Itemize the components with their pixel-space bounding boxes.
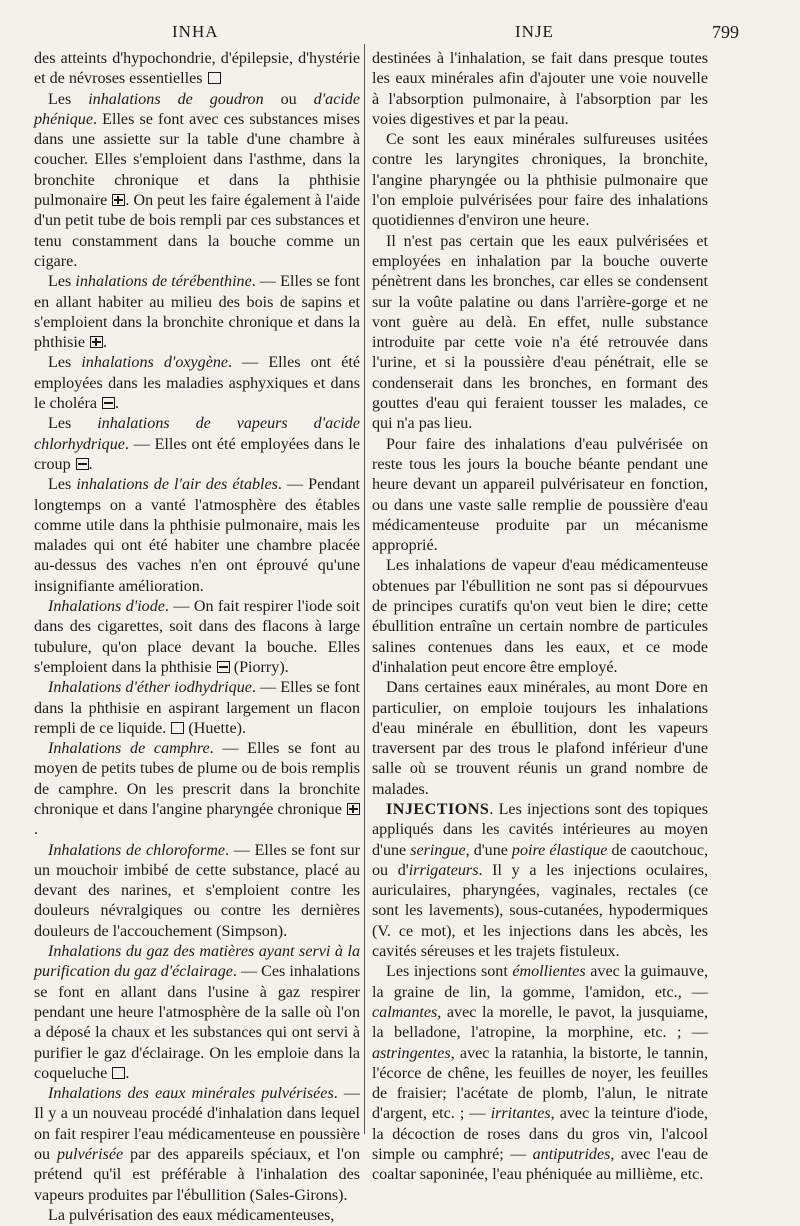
square-box-icon: [208, 72, 221, 84]
box-plus-icon: [112, 194, 125, 206]
paragraph: La pulvérisation des eaux médicamenteuses,: [48, 1206, 335, 1224]
paragraph: Inhalations de chloroforme. — Elles se font sur un mouchoir imbibé de cette substance, placé au devant des narines, et s'emploient contre les douleurs névralgiques ou contre les dernières douleurs de l'accouchement (Simpson).: [34, 841, 360, 940]
paragraph: Les inhalations de goudron ou d'acide phénique. Elles se font avec ces substances mises dans une assiette sur la table d'une chambre à coucher. Elles s'emploient dans l'asthme, dans la bronchite chronique et dans la phthisie pulmonaire . On peut les faire également à l'aide d'un petit tube de bois rempli par ces substances et tenu constamment dans la bouche comme un cigare.: [34, 90, 360, 270]
column-divider: [364, 44, 365, 1134]
paragraph: Les inhalations de l'air des étables. — Pendant longtemps on a vanté l'atmosphère des étables comme utile dans la phthisie pulmonaire, mais les malades qui ont été habiter une chambre placée au-dessus des vaches n'en ont éprouvé qu'une insignifiante amélioration.: [34, 476, 361, 595]
square-box-icon: [112, 1067, 125, 1079]
paragraph: Inhalations d'iode. — On fait respirer l'iode soit dans des cigarettes, soit dans des flacons à large tubulure, qu'on place devant la bouche. Elles s'emploient dans la phthisie (Piorry).: [34, 598, 360, 676]
paragraph: Inhalations d'éther iodhydrique. — Elles se font dans la phthisie en aspirant largement un flacon rempli de ce liquide. (Huette).: [34, 679, 360, 737]
box-plus-icon: [347, 803, 360, 815]
running-head-right: INJE: [515, 22, 554, 41]
paragraph: Les inhalations de vapeur d'eau médicamenteuse obtenues par l'ébullition ne sont pas si dépourvues de principes curatifs qu'on veut bien le dire; cette ébullition entraîne un certain nombre de particules salines contenues dans les eaux, et ce mode d'inhalation peut encore être employé.: [372, 557, 708, 676]
entry-headword: INJECTIONS: [386, 800, 490, 818]
square-box-icon: [171, 722, 184, 734]
box-minus-icon: [217, 661, 230, 673]
paragraph: Inhalations des eaux minérales pulvérisées. — Il y a un nouveau procédé d'inhalation dans lequel on fait respirer l'eau médicamenteuse en poussière ou pulvérisée par des appareils spéciaux, et l'on prétend qu'il est préférable à l'inhalation des vapeurs produites par l'ébullition (Sales-Girons).: [34, 1085, 361, 1204]
box-minus-icon: [102, 397, 115, 409]
paragraph: Les injections sont émollientes avec la guimauve, la graine de lin, la gomme, l'amidon, etc., — calmantes, avec la morelle, le pavot, la jusquiame, la belladone, l'atropine, la morphine, etc. ; — astringentes, avec la ratanhia, la bistorte, le tannin, l'écorce de chêne, les feuilles de noyer, les feuilles de fraisier; l'acétate de plomb, l'alun, le nitrate d'argent, etc. ; — irritantes, avec la teinture d'iode, la décoction de roses dans du gros vin, l'alcool simple ou camphré; — antiputrides, avec l'eau de coaltar saponinée, l'eau phéniquée au millième, etc.: [372, 963, 708, 1184]
paragraph: Il n'est pas certain que les eaux pulvérisées et employées en inhalation par la bouche ouverte pénètrent dans les bronches, car elles se condensent sur la voûte palatine ou dans l'arrière-gorge et ne vont guère au delà. En effet, nulle substance introduite par cette voie n'a été retrouvée dans l'urine, et si la poussière d'eau pénétrait, elle se condenserait dans les bronches, en formant des gouttes d'eau qui feraient tousser les malades, ce qui n'a pas lieu.: [372, 232, 708, 433]
right-column: [372, 49, 708, 1186]
paragraph: Pour faire des inhalations d'eau pulvérisée on reste tous les jours la bouche béante pendant une heure devant un appareil pulvérisateur en fonction, ou dans une vaste salle remplie de poussière d'eau médicamenteuse produite par un mécanisme approprié.: [372, 435, 708, 555]
paragraph: Les inhalations d'oxygène. — Elles ont été employées dans les maladies asphyxiques et dans le choléra .: [34, 354, 360, 413]
paragraph: Inhalations du gaz des matières ayant servi à la purification du gaz d'éclairage. — Ces inhalations se font en allant dans l'usine à gaz respirer pendant une heure l'atmosphère de la salle où l'on a déposé la chaux et les substances qui ont servi à purifier le gaz d'éclairage. On les emploie dans la coqueluche .: [34, 943, 360, 1082]
entry-injections: INJECTIONS. Les injections sont des topiques appliqués dans les cavités intérieures au moyen d'une seringue, d'une poire élastique de caoutchouc, ou d'irrigateurs. Il y a les injections oculaires, auriculaires, pharyngées, vaginales, rectales (ce sont les lavements), sous-cutanées, hypodermiques (V. ce mot), et les injections dans les abcès, les cavités séreuses et les trajets fistuleux.: [372, 800, 708, 961]
running-head-left: INHA: [172, 22, 219, 41]
left-column: [34, 49, 360, 1226]
paragraph: Les inhalations de vapeurs d'acide chlorhydrique. — Elles ont été employées dans le croup .: [34, 415, 360, 473]
page-number: 799: [712, 22, 739, 42]
box-plus-icon: [90, 336, 103, 348]
paragraph: des atteints d'hypochondrie, d'épilepsie, d'hystérie et de névroses essentielles: [34, 50, 360, 88]
box-minus-icon: [76, 458, 89, 470]
paragraph: Inhalations de camphre. — Elles se font au moyen de petits tubes de plume ou de bois remplis de camphre. On les prescrit dans la bronchite chronique et dans l'angine pharyngée chronique .: [34, 740, 360, 839]
paragraph: Ce sont les eaux minérales sulfureuses usitées contre les laryngites chroniques, la bronchite, l'angine pharyngée ou la phthisie pulmonaire que l'on emploie pulvérisées pour faire des inhalations quotidiennes d'environ une heure.: [372, 131, 708, 230]
paragraph: destinées à l'inhalation, se fait dans presque toutes les eaux minérales afin d'ajouter une voie nouvelle à l'absorption pulmonaire, à l'absorption par les voies digestives et par la peau.: [372, 50, 708, 128]
paragraph: Les inhalations de térébenthine. — Elles se font en allant habiter au milieu des bois de sapins et s'emploient dans la bronchite chronique et dans la phthisie .: [34, 273, 360, 352]
paragraph: Dans certaines eaux minérales, au mont Dore en particulier, on emploie toujours les inhalations d'eau minérale en ébullition, dont les vapeurs traversent par des trous le plafond inférieur d'une salle où se trouvent réunis un grand nombre de malades.: [372, 679, 708, 798]
